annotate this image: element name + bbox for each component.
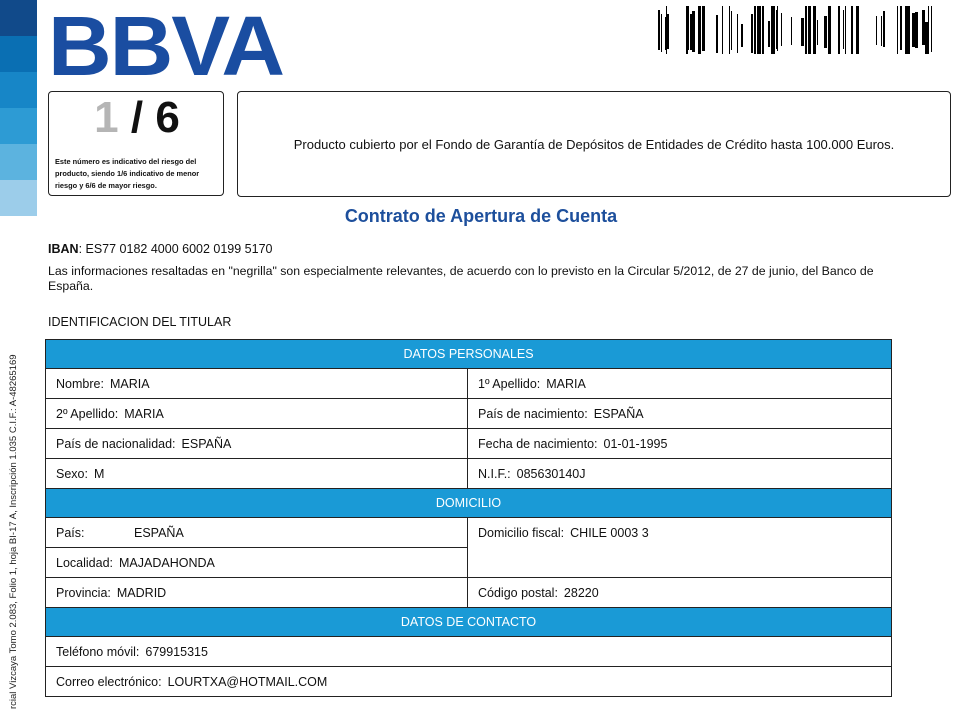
value-nif: 085630140J [516,466,586,481]
label-correo: Correo electrónico: [56,674,162,689]
value-codigo-postal: 28220 [563,585,599,600]
value-apellido2: MARIA [124,406,164,421]
field-telefono-movil [46,637,892,667]
field-codigo-postal [468,578,892,608]
label-codigo-postal: Código postal: [478,585,558,600]
label-apellido2: 2º Apellido: [56,406,119,421]
label-provincia: Provincia: [56,585,111,600]
field-domicilio-fiscal [468,518,892,578]
section-datos-personales: DATOS PERSONALES [46,340,892,369]
field-correo [46,667,892,697]
value-apellido1: MARIA [546,376,586,391]
value-fecha-nacimiento: 01-01-1995 [603,436,668,451]
field-apellido1 [468,369,892,399]
iban-line [48,242,273,256]
field-pais-nacimiento [468,399,892,429]
label-sexo: Sexo: [56,466,88,481]
label-nacionalidad: País de nacionalidad: [56,436,176,451]
label-pais: País: [56,525,85,540]
value-pais-nacimiento: ESPAÑA [593,406,644,421]
field-fecha-nacimiento [468,429,892,459]
titular-table [45,339,892,697]
label-telefono-movil: Teléfono móvil: [56,644,140,659]
value-localidad: MAJADAHONDA [119,555,215,570]
label-localidad: Localidad: [56,555,113,570]
label-nombre: Nombre: [56,376,104,391]
label-apellido1: 1º Apellido: [478,376,541,391]
value-nacionalidad: ESPAÑA [181,436,232,451]
field-provincia [46,578,468,608]
field-localidad [46,548,468,578]
label-nif: N.I.F.: [478,466,511,481]
stripe-1 [0,0,37,36]
value-telefono-movil: 679915315 [145,644,208,659]
label-pais-nacimiento: País de nacimiento: [478,406,588,421]
bbva-logo: BBVA [48,0,283,93]
label-domicilio-fiscal: Domicilio fiscal: [478,526,565,540]
value-pais: ESPAÑA [134,525,184,540]
value-provincia: MADRID [116,585,167,600]
risk-scale: / 6 [118,93,180,142]
deposit-guarantee-box [237,91,951,197]
field-nif [468,459,892,489]
value-domicilio-fiscal: CHILE 0003 3 [570,526,649,540]
barcode-image [658,6,938,54]
iban-value: : ES77 0182 4000 6002 0199 5170 [78,242,273,256]
field-apellido2 [46,399,468,429]
value-nombre: MARIA [109,376,150,391]
deposit-guarantee-text: Producto cubierto por el Fondo de Garantía de Depósitos de Entidades de Crédito hasta 100.000 Euros. [293,136,895,152]
document-title: Contrato de Apertura de Cuenta [344,206,618,226]
section-domicilio: DOMICILIO [46,489,892,518]
iban-label: IBAN [48,242,79,256]
field-nombre [46,369,468,399]
risk-value: 1 [94,93,119,142]
stripe-2 [0,36,37,72]
label-fecha-nacimiento: Fecha de nacimiento: [478,436,598,451]
value-sexo: M [93,466,105,481]
risk-note: Este número es indicativo del riesgo del producto, siendo 1/6 indicativo de menor riesgo y 6/6 de mayor riesgo. [55,157,200,190]
risk-indicator-box [48,91,224,196]
info-paragraph: Las informaciones resaltadas en "negrilla" son especialmente relevantes, de acuerdo con lo previsto en la Circular 5/2012, de 27 de junio, del Banco de España. [48,264,874,293]
side-color-stripes [0,0,37,216]
risk-number [49,94,225,142]
field-nacionalidad [46,429,468,459]
titular-heading: IDENTIFICACION DEL TITULAR [48,315,232,329]
section-datos-contacto: DATOS DE CONTACTO [46,608,892,637]
stripe-3 [0,72,37,108]
stripe-4 [0,108,37,144]
field-sexo [46,459,468,489]
field-pais [46,518,468,548]
side-legal-text: rcial Vizcaya Tomo 2.083, Folio 1, hoja BI-17 A, Inscripción 1.035 C.I.F.: A-48265169 [8,354,19,709]
stripe-5 [0,144,37,180]
value-correo: LOURTXA@HOTMAIL.COM [167,674,328,689]
